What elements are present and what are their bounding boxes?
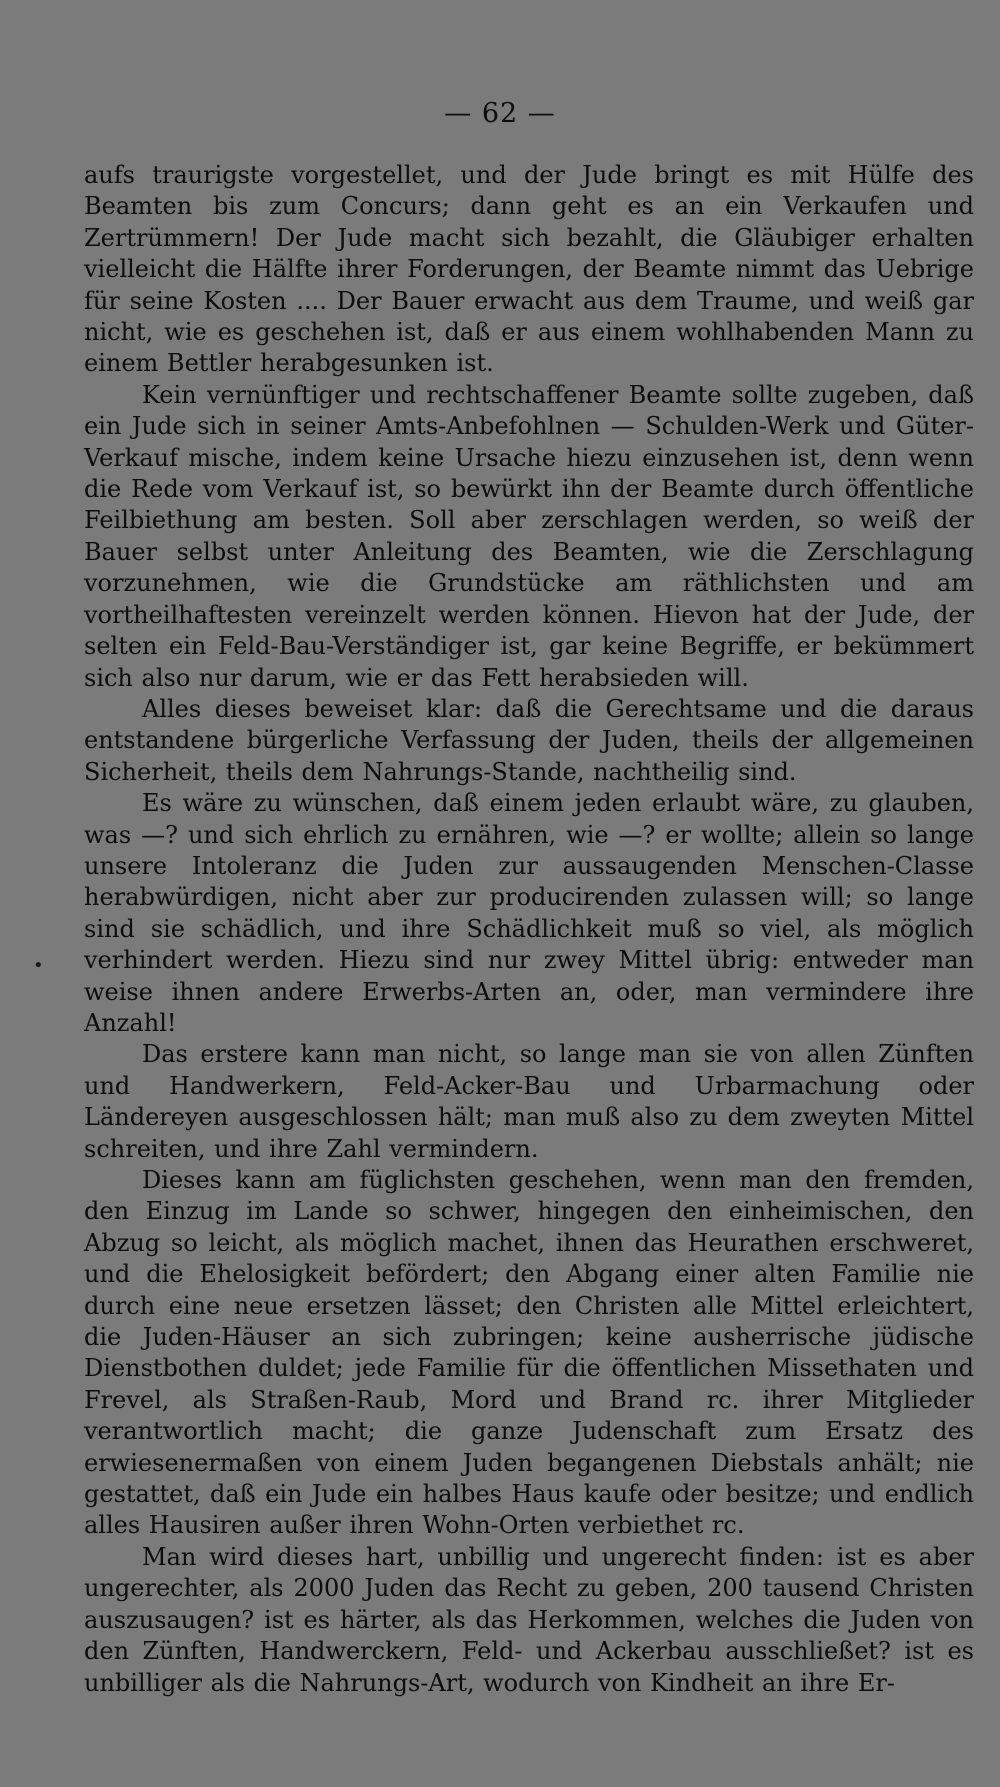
paragraph-4: Es wäre zu wünschen, daß einem jeden erlaubt wäre, zu glauben, was —? und sich ehrlich zu ernähren, wie —? er wollte; allein so lange unsere Intoleranz die Juden zur aussaugenden Menschen-Classe herabwürdigen, nicht aber zur producirenden zulassen will; so lange sind sie schädlich, und ihre Schädlichkeit muß so viel, als möglich verhindert werden. Hiezu sind nur zwey Mittel übrig: entweder man weise ihnen andere Erwerbs-Arten an, oder, man vermindere ihre Anzahl! xyxy=(84,789,974,1037)
page-number: — 62 — xyxy=(444,98,556,129)
paragraph-3: Alles dieses beweiset klar: daß die Gerechtsame und die daraus entstandene bürgerliche Verfassung der Juden, theils der allgemeinen Sicherheit, theils dem Nahrungs-Stande, nachtheilig sind. xyxy=(84,694,974,786)
paragraph-2: Kein vernünftiger und rechtschaffener Beamte sollte zugeben, daß ein Jude sich in seiner Amts-Anbefohlnen — Schulden-Werk und Güter-Verkauf mische, indem keine Ursache hiezu einzusehen ist, denn wenn die Rede vom Verkauf ist, so bewürkt ihn der Beamte durch öffentliche Feilbiethung am besten. Soll aber zerschlagen werden, so weiß der Bauer selbst unter Anleitung des Beamten, wie die Zerschlagung vorzunehmen, wie die Grundstücke am räthlichsten und am vortheilhaftesten vereinzelt werden können. Hievon hat der Jude, der selten ein Feld-Bau-Verständiger ist, gar keine Begriffe, er bekümmert sich also nur darum, wie er das Fett herabsieden will. xyxy=(84,380,974,692)
margin-mark: • xyxy=(33,955,44,976)
paragraph-6: Dieses kann am füglichsten geschehen, wenn man den fremden, den Einzug im Lande so schwer, hingegen den einheimischen, den Abzug so leicht, als möglich machet, ihnen das Heurathen erschweret, und die Ehelosigkeit befördert; den Abgang einer alten Familie nie durch eine neue ersetzen lässet; den Christen alle Mittel erleichtert, die Juden-Häuser an sich zubringen; keine ausherrische jüdische Dienstbothen duldet; jede Familie für die öffentlichen Missethaten und Frevel, als Straßen-Raub, Mord und Brand rc. ihrer Mitglieder verantwortlich macht; die ganze Judenschaft zum Ersatz des erwiesenermaßen von einem Juden begangenen Diebstals anhält; nie gestattet, daß ein Jude ein halbes Haus kaufe oder besitze; und endlich alles Hausiren außer ihren Wohn-Orten verbiethet rc. xyxy=(84,1166,974,1540)
paragraph-7: Man wird dieses hart, unbillig und ungerecht finden: ist es aber ungerechter, als 2000 Juden das Recht zu geben, 200 tausend Christen auszusaugen? ist es härter, als das Herkommen, welches die Juden von den Zünften, Handwerckern, Feld- und Ackerbau ausschließet? ist es unbilliger als die Nahrungs-Art, wodurch von Kindheit an ihre Er- xyxy=(84,1542,974,1697)
paragraph-1: aufs traurigste vorgestellet, und der Jude bringt es mit Hülfe des Beamten bis zum Concurs; dann geht es an ein Verkaufen und Zertrümmern! Der Jude macht sich bezahlt, die Gläubiger erhalten vielleicht die Hälfte ihrer Forderungen, der Beamte nimmt das Uebrige für seine Kosten .... Der Bauer erwacht aus dem Traume, und weiß gar nicht, wie es geschehen ist, daß er aus einem wohlhabenden Mann zu einem Bettler herabgesunken ist. xyxy=(84,161,974,378)
paragraph-5: Das erstere kann man nicht, so lange man sie von allen Zünften und Handwerkern, Feld-Acker-Bau und Urbarmachung oder Ländereyen ausgeschlossen hält; man muß also zu dem zweyten Mittel schreiten, und ihre Zahl vermindern. xyxy=(84,1040,974,1163)
body-text xyxy=(84,160,974,1699)
